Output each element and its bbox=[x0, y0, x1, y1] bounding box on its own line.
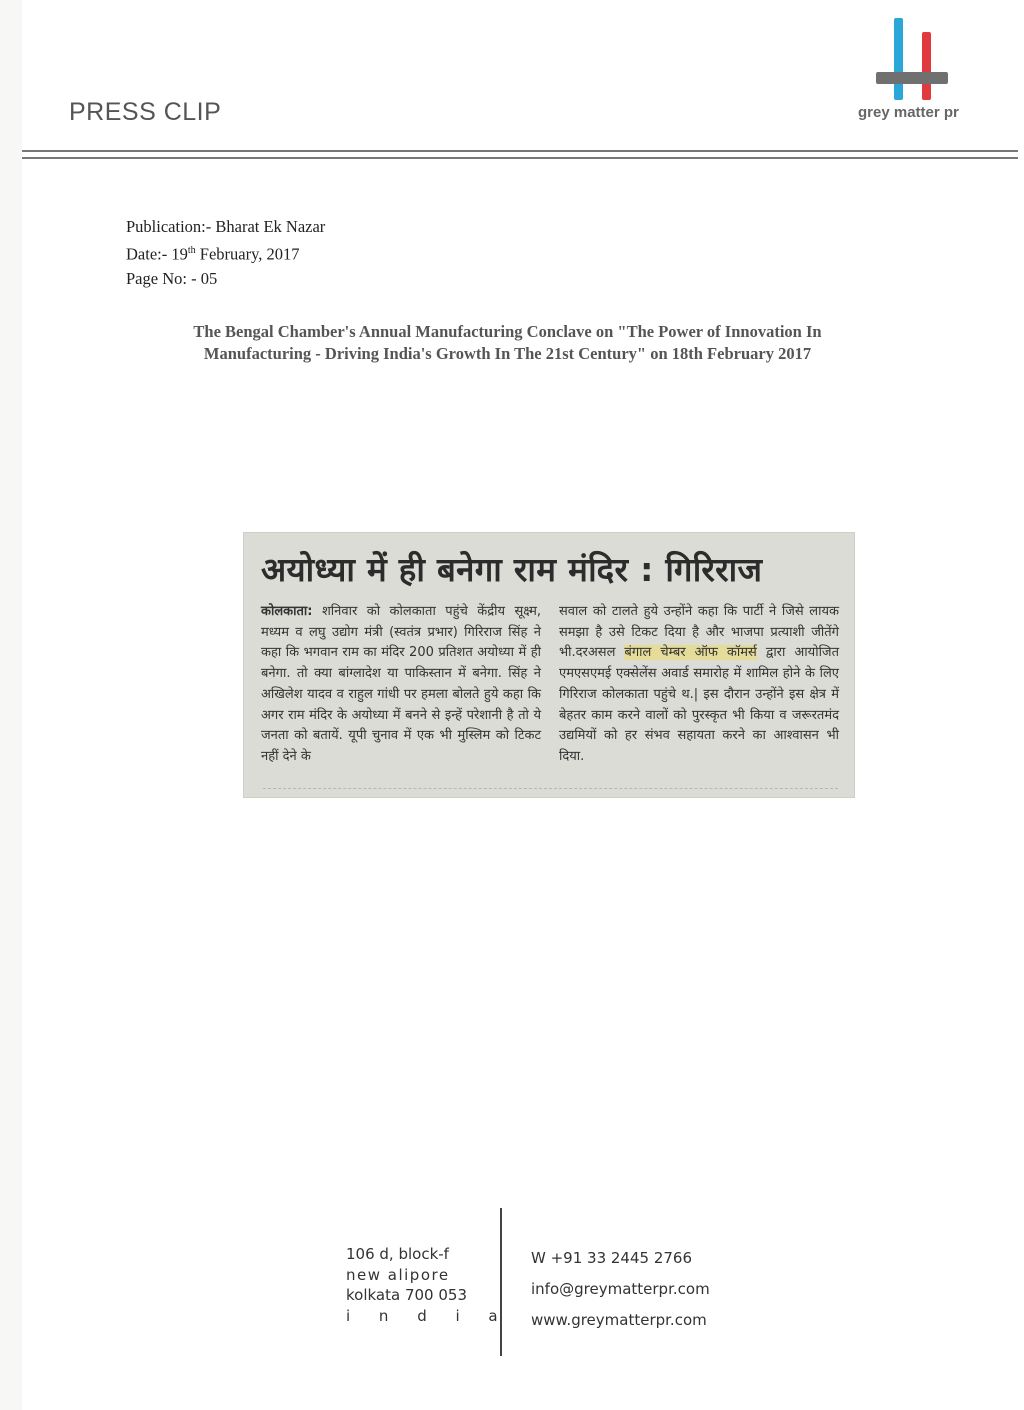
publication-name: Publication:- Bharat Ek Nazar bbox=[126, 217, 326, 236]
logo-grey-bar bbox=[876, 72, 948, 84]
clip-dateline: कोलकाता: bbox=[261, 604, 313, 619]
highlighted-text: बंगाल चेम्बर ऑफ कॉमर्स bbox=[624, 645, 757, 661]
page-title: PRESS CLIP bbox=[69, 98, 222, 126]
footer-phone: W +91 33 2445 2766 bbox=[531, 1249, 692, 1267]
clip-headline: अयोध्या में ही बनेगा राम मंदिर : गिरिराज bbox=[261, 550, 763, 589]
publication-meta bbox=[126, 215, 325, 291]
logo-text: grey matter pr bbox=[858, 104, 959, 121]
newspaper-clipping bbox=[243, 532, 855, 798]
grey-matter-logo-icon bbox=[872, 16, 956, 102]
logo-red-bar bbox=[922, 32, 931, 100]
footer-contact bbox=[531, 1243, 710, 1336]
event-headline: The Bengal Chamber's Annual Manufacturing Conclave on "The Power of Innovation In Manufacturing - Driving India's Growth In The 21st Century" on 18th February 2017 bbox=[193, 322, 822, 363]
page-number: Page No: - 05 bbox=[126, 268, 218, 288]
header-divider bbox=[22, 150, 1018, 152]
footer-website[interactable]: www.greymatterpr.com bbox=[531, 1311, 707, 1329]
footer-address: 106 d, block-f new alipore kolkata 700 053 i n d i a bbox=[346, 1245, 510, 1325]
clip-torn-edge bbox=[263, 788, 838, 795]
logo-blue-bar bbox=[894, 18, 903, 100]
header-divider-secondary bbox=[22, 157, 1018, 159]
footer-email[interactable]: info@greymatterpr.com bbox=[531, 1280, 710, 1298]
clip-column-2: सवाल को टालते हुये उन्होंने कहा कि पार्टी ने जिसे लायक समझा है उसे टिकट दिया है और भाजपा प्रत्याशी जीतेंगे भी.दरअसल बंगाल चेम्बर ऑफ कॉमर्स द्वारा आयोजित एमएसएमई एक्सेलेंस अवार्ड समारोह में शामिल होने के लिए गिरिराज कोलकाता पहुंचे थ.| इस दौरान उन्होंने इस क्षेत्र में बेहतर काम करने वालों को पुरस्कृत भी किया व जरूरतमंद उद्यमियों को हर संभव सहायता करने का आश्वासन भी दिया. bbox=[559, 604, 839, 764]
publication-date: Date:- 19th February, 2017 bbox=[126, 244, 300, 264]
clip-column-1: कोलकाता: शनिवार को कोलकाता पहुंचे केंद्रीय सूक्ष्म, मध्यम व लघु उद्योग मंत्री (स्वतंत्र प्रभार) गिरिराज सिंह ने कहा कि भगवान राम का मंदिर 200 प्रतिशत अयोध्या में ही बनेगा. तो क्या बांग्लादेश या पाकिस्तान में बनेगा. सिंह ने अखिलेश यादव व राहुल गांधी पर हमला बोलते हुये कहा कि अगर राम मंदिर के अयोध्या में बनने से इन्हें परेशानी है तो ये जनता को बतायें. यूपी चुनाव में एक भी मुस्लिम को टिकट नहीं देने के bbox=[261, 604, 541, 764]
